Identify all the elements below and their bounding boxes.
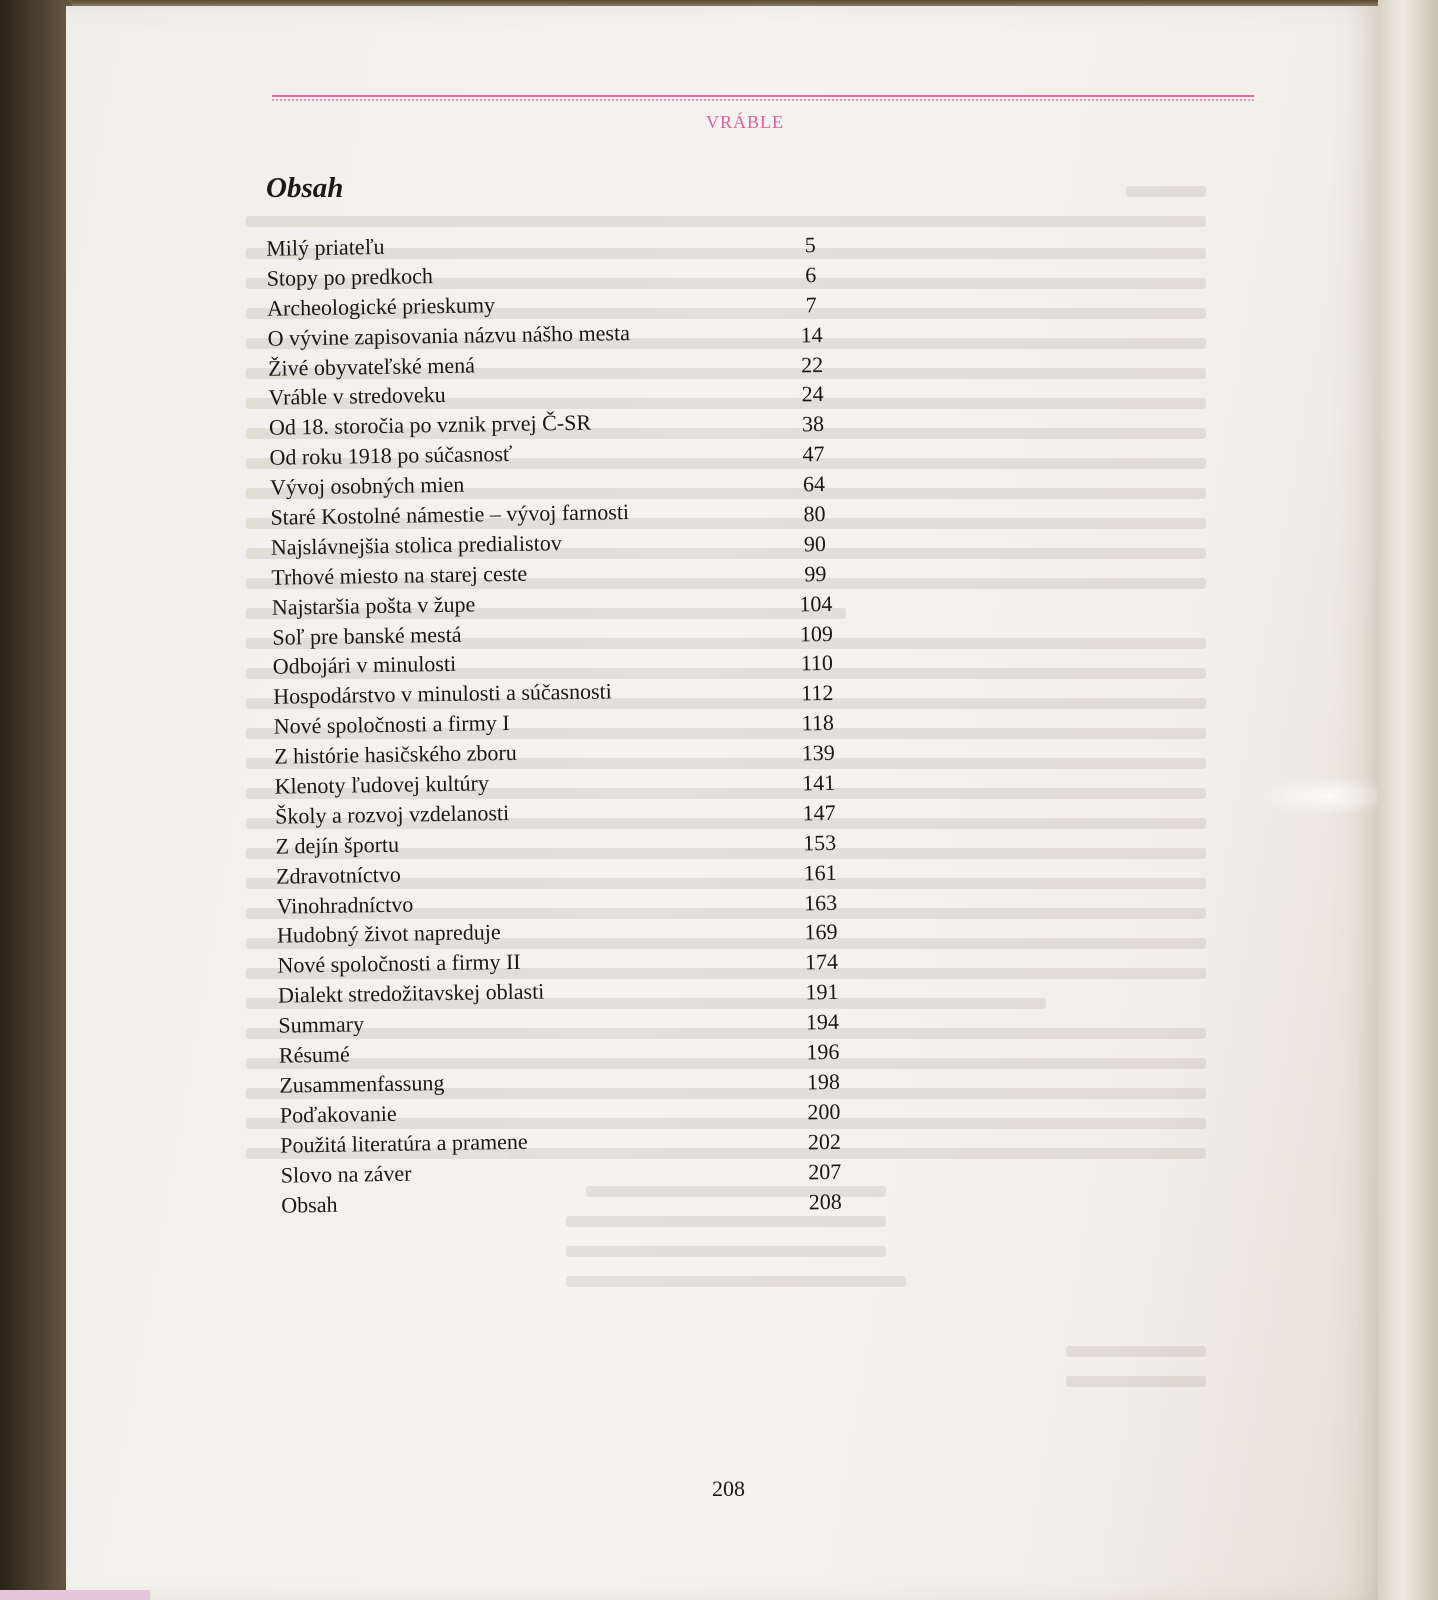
toc-entry-title: Vinohradníctvo [276, 891, 414, 919]
toc-entry-title: Obsah [281, 1191, 338, 1218]
toc-entry-page: 202 [807, 1128, 842, 1155]
toc-entry-title: Nové spoločnosti a firmy II [277, 949, 521, 979]
page-number: 208 [712, 1476, 745, 1501]
toc-entry-title: Dialekt stredožitavskej oblasti [277, 978, 545, 1008]
toc-entry-page: 110 [800, 650, 834, 676]
toc-entry-title: Od 18. storočia po vznik prvej Č-SR [268, 410, 592, 441]
toc-entry-page: 161 [803, 859, 837, 886]
toc-entry-title: Od roku 1918 po súčasnosť [269, 441, 513, 470]
toc-entry-page: 6 [805, 262, 817, 288]
toc-entry-title: Vývoj osobných mien [269, 471, 465, 500]
toc-entry-title: Stopy po predkoch [266, 263, 434, 291]
toc-entry-page: 174 [804, 949, 839, 975]
toc-entry-page: 147 [802, 799, 836, 826]
toc-entry-title: Milý priateľu [266, 233, 385, 261]
toc-entry-page: 194 [805, 1009, 840, 1035]
paper-smudge [1256, 776, 1396, 816]
toc-entry-title: Summary [278, 1011, 365, 1038]
toc-entry-title: Zusammenfassung [279, 1069, 445, 1098]
toc-entry-page: 80 [803, 501, 826, 527]
toc-entry-page: 118 [801, 710, 835, 736]
toc-entry-title: Slovo na záver [280, 1160, 412, 1188]
toc-entry-page: 141 [801, 769, 836, 796]
book-page [66, 6, 1386, 1600]
toc-entry-page: 207 [808, 1158, 842, 1184]
toc-entry-page: 14 [800, 321, 823, 348]
toc-entry-page: 191 [805, 979, 839, 1005]
bookmark-strip [0, 1590, 150, 1600]
toc-entry-title: Odbojári v minulosti [272, 651, 457, 680]
facing-page-edge [1378, 0, 1438, 1600]
toc-entry-page: 104 [799, 590, 833, 617]
toc-entry-page: 64 [802, 471, 826, 497]
toc-entry-title: Najstaršia pošta v župe [271, 591, 476, 620]
toc-entry-page: 198 [806, 1068, 841, 1095]
toc-entry-title: Nové spoločnosti a firmy I [273, 710, 510, 739]
toc-entry-page: 163 [803, 889, 838, 915]
toc-entry-title: Hospodárstvo v minulosti a súčasnosti [273, 678, 612, 710]
toc-entry-page: 112 [800, 680, 834, 706]
toc-entry-title: Poďakovanie [279, 1100, 397, 1128]
toc-entry-title: Vráble v stredoveku [268, 382, 446, 411]
toc-entry-title: Résumé [278, 1041, 350, 1068]
toc-entry-title: Školy a rozvoj vzdelanosti [274, 799, 510, 829]
toc-entry-page: 22 [800, 351, 824, 377]
toc-entry-title: Z histórie hasičského zboru [274, 740, 517, 769]
toc-entry-page: 99 [804, 560, 827, 587]
toc-entry-page: 5 [804, 232, 816, 258]
book-spine-shadow [0, 0, 72, 1600]
toc-entry-title: Zdravotníctvo [275, 861, 401, 889]
toc-entry-title: Živé obyvateľské mená [267, 352, 476, 381]
toc-entry-page: 24 [801, 381, 824, 407]
toc-entry-title: Z dejín športu [275, 831, 400, 859]
toc-entry-page: 208 [808, 1188, 842, 1214]
toc-entry-title: Klenoty ľudovej kultúry [274, 770, 490, 799]
toc-entry-page: 109 [799, 620, 834, 646]
toc-entry-title: Staré Kostolné námestie – vývoj farnosti [270, 499, 630, 530]
toc-entry-page: 90 [803, 530, 827, 557]
page-title: Obsah [266, 172, 344, 204]
toc-entry-title: Použitá literatúra a pramene [280, 1128, 528, 1158]
toc-entry-title: Trhové miesto na starej ceste [271, 560, 528, 590]
toc-entry-page: 7 [805, 291, 817, 318]
toc-entry-title: Najslávnejšia stolica predialistov [270, 530, 562, 560]
toc-entry-page: 139 [801, 740, 835, 766]
toc-entry-title: Hudobný život napreduje [276, 919, 501, 949]
running-head: VRÁBLE [706, 112, 784, 132]
toc-entry-title: O vývine zapisovania názvu nášho mesta [267, 319, 631, 351]
toc-entry-page: 47 [802, 441, 825, 467]
toc-entry-title: Archeologické prieskumy [266, 291, 496, 321]
toc-entry-page: 153 [802, 829, 837, 856]
toc-entry-page: 38 [801, 411, 825, 437]
header-rule [272, 95, 1254, 101]
toc-entry-page: 200 [807, 1098, 841, 1125]
toc-entry-title: Soľ pre banské mestá [272, 621, 462, 650]
table-of-contents [250, 225, 865, 1221]
toc-entry-page: 196 [806, 1038, 840, 1065]
toc-entry-page: 169 [804, 919, 838, 945]
